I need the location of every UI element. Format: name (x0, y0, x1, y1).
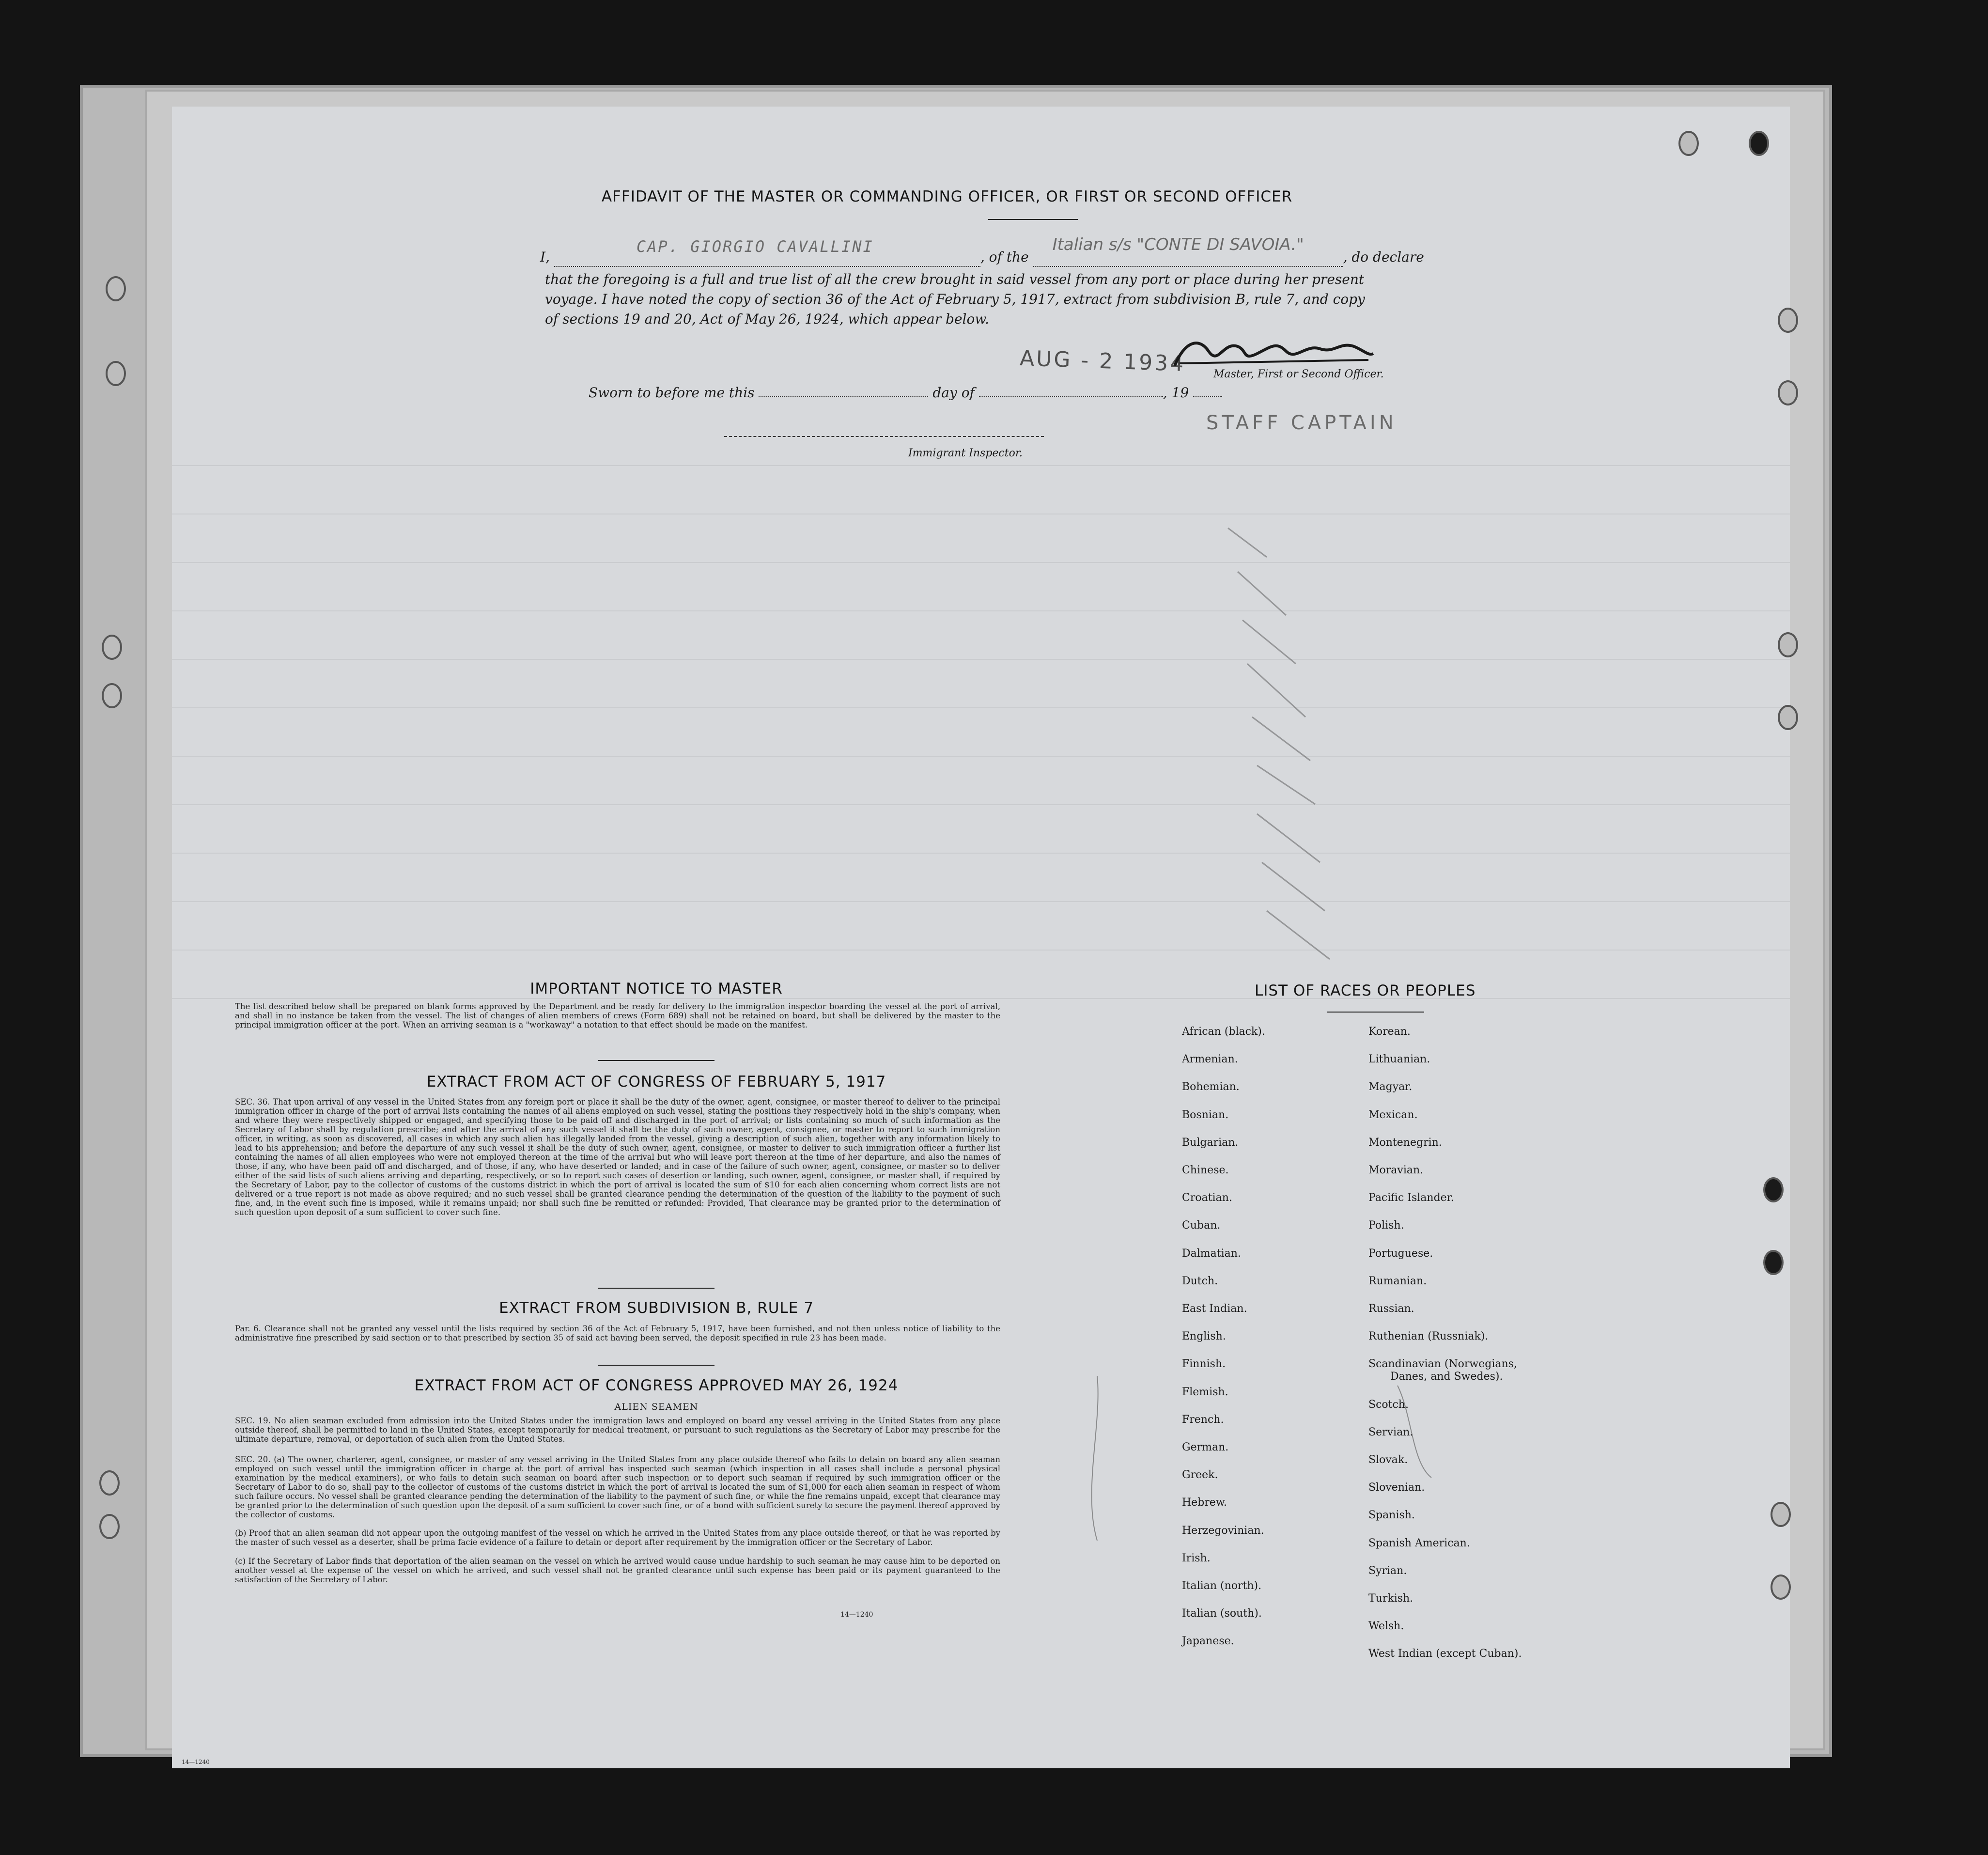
punch-hole (99, 1470, 120, 1496)
sworn-line: Sworn to before me this day of , 19 (589, 383, 1222, 403)
notice-title: IMPORTANT NOTICE TO MASTER (530, 980, 783, 998)
extract-1924-title: EXTRACT FROM ACT OF CONGRESS APPROVED MAY 26, 1924 (414, 1377, 899, 1394)
sec19-text: SEC. 19. No alien seaman excluded from admission into the United States under the immigration laws and employed on board any vessel arriving in the United States from any place outside thereof, shall be permitted to land in the United States, except temporarily for medical treatment, or pursuant to such regulations as the Secretary of Labor may prescribe for the ultimate departure, removal, or deportation of such alien from the United States. (235, 1416, 1000, 1444)
punch-hole (102, 635, 122, 660)
date-stamp: AUG - 2 1934 (1019, 346, 1186, 376)
race-item: Hebrew. (1182, 1496, 1227, 1509)
sec20b-text: (b) Proof that an alien seaman did not appear upon the outgoing manifest of the vessel on which he arrived in the United States from any place outside thereof, or that he was reported by the master of such vessel as a deserter, shall be prima facie evidence of a failure to detain or deport after requirement by the immigration officer or the Secretary of Labor. (235, 1528, 1000, 1547)
race-item: English. (1182, 1330, 1226, 1343)
affidavit-line3: voyage. I have noted the copy of section 36 of the Act of February 5, 1917, extract from subdivision B, rule 7, and copy (545, 291, 1365, 307)
race-item: Korean. (1368, 1026, 1411, 1038)
rule7-text: Par. 6. Clearance shall not be granted any vessel until the lists required by section 36 of the Act of February 5, 1917, have been furnished, and not then unless notice of liability to the administrative fine prescribed by said section or to that prescribed by section 35 of said act having been served, the deposit specified in rule 23 has been made. (235, 1324, 1000, 1342)
pencil-marks (172, 107, 1790, 1768)
race-item: African (black). (1182, 1026, 1265, 1038)
race-item: Cuban. (1182, 1219, 1221, 1232)
race-item: Pacific Islander. (1368, 1192, 1454, 1204)
race-item: Dalmatian. (1182, 1247, 1241, 1260)
race-item: Syrian. (1368, 1564, 1407, 1577)
punch-hole (106, 361, 126, 386)
inspector-caption: Immigrant Inspector. (908, 447, 1023, 459)
extract-1917-title: EXTRACT FROM ACT OF CONGRESS OF FEBRUARY 5, 1917 (426, 1073, 886, 1091)
race-item: Bulgarian. (1182, 1136, 1239, 1149)
extract-1924-subtitle: ALIEN SEAMEN (614, 1402, 699, 1412)
affidavit-heading: AFFIDAVIT OF THE MASTER OR COMMANDING OFFICER, OR FIRST OR SECOND OFFICER (601, 188, 1293, 205)
sec20c-text: (c) If the Secretary of Labor finds that deportation of the alien seaman on the vessel on which he arrived would cause undue hardship to such seaman he may cause him to be deported on another vessel at the expense of the vessel on which he arrived, and such vessel shall not be granted clearance until such expense has been paid or its payment guaranteed to the satisfaction of the Secretary of Labor. (235, 1557, 1000, 1584)
sec20a-text: SEC. 20. (a) The owner, charterer, agent, consignee, or master of any vessel arriving in the United States from any place outside thereof who fails to detain on board any alien seaman employed on such vessel until the immigration officer in charge at the port of arrival has inspected such seaman (which inspection in all cases shall include a personal physical examination by the medical examiners), or who fails to detain such seaman on board after such inspection or to deport such seaman if required by such immigration officer or the Secretary of Labor to do so, shall pay to the collector of customs of the customs district in which the port of arrival is located the sum of $1,000 for each alien seaman in respect of whom such failure occurs. No vessel shall be granted clearance pending the determination of the liability to the payment of such fine, or while the fine remains unpaid, except that clearance may be granted prior to the determination of such question upon the deposit of a sum sufficient to cover such fine, or of a bond with sufficient surety to secure the payment thereof approved by the collector of customs. (235, 1455, 1000, 1519)
race-item: Dutch. (1182, 1275, 1218, 1287)
races-title: LIST OF RACES OR PEOPLES (1255, 982, 1476, 999)
race-item: Mexican. (1368, 1108, 1418, 1121)
rule7-title: EXTRACT FROM SUBDIVISION B, RULE 7 (499, 1299, 814, 1317)
race-item: Welsh. (1368, 1620, 1404, 1633)
race-item: Greek. (1182, 1469, 1218, 1481)
race-item: Spanish American. (1368, 1537, 1470, 1549)
race-item: Finnish. (1182, 1358, 1226, 1371)
race-item: Rumanian. (1368, 1275, 1427, 1287)
punch-hole (99, 1514, 120, 1539)
race-item: Flemish. (1182, 1386, 1228, 1398)
affidavit-line1: I, CAP. GIORGIO CAVALLINI , of the Italian s/s "CONTE DI SAVOIA." , do declare (540, 247, 1635, 267)
form-number: 14—1240 (840, 1611, 873, 1619)
notice-text: The list described below shall be prepared on blank forms approved by the Department and be ready for delivery to the immigration inspector boarding the vessel at the port of arrival, and shall in no instance be taken from the vessel. The list of changes of alien members of crews (Form 689) shall not be retained on board, but shall be delivered by the master to the principal immigration officer at the port. When an arriving seaman is a "workaway" a notation to that effect should be made on the manifest. (235, 1002, 1000, 1029)
race-item: Croatian. (1182, 1192, 1232, 1204)
vessel-stamp: Italian s/s "CONTE DI SAVOIA." (1052, 235, 1304, 254)
race-item: Spanish. (1368, 1509, 1415, 1522)
signature-caption: Master, First or Second Officer. (1213, 368, 1384, 380)
race-item: Magyar. (1368, 1081, 1413, 1093)
race-item: Bosnian. (1182, 1108, 1229, 1121)
footer-form-number: 14—1240 (182, 1759, 210, 1765)
race-item: German. (1182, 1441, 1229, 1453)
race-item: French. (1182, 1413, 1224, 1426)
race-item: Herzegovinian. (1182, 1524, 1264, 1537)
race-item: Bohemian. (1182, 1081, 1240, 1093)
race-item: Slovak. (1368, 1454, 1408, 1466)
race-item: Chinese. (1182, 1164, 1229, 1176)
race-item: Armenian. (1182, 1053, 1238, 1066)
staff-captain-stamp: STAFF CAPTAIN (1206, 412, 1397, 434)
affidavit-line4: of sections 19 and 20, Act of May 26, 1924, which appear below. (545, 311, 989, 327)
race-item: Slovenian. (1368, 1481, 1425, 1494)
race-item: Scandinavian (Norwegians, (1368, 1358, 1517, 1371)
race-item: Moravian. (1368, 1164, 1424, 1176)
race-item: Ruthenian (Russniak). (1368, 1330, 1489, 1343)
race-item: Irish. (1182, 1552, 1211, 1564)
race-item: Danes, and Swedes). (1390, 1371, 1503, 1383)
race-item: Turkish. (1368, 1592, 1413, 1605)
race-item: Russian. (1368, 1303, 1414, 1315)
race-item: West Indian (except Cuban). (1368, 1648, 1522, 1660)
manifest-sheet (172, 107, 1790, 1768)
punch-hole (106, 276, 126, 301)
officer-name: CAP. GIORGIO CAVALLINI (636, 237, 874, 256)
race-item: Italian (north). (1182, 1580, 1262, 1592)
race-item: East Indian. (1182, 1303, 1247, 1315)
race-item: Italian (south). (1182, 1607, 1262, 1620)
punch-hole (102, 683, 122, 708)
race-item: Japanese. (1182, 1635, 1234, 1648)
race-item: Polish. (1368, 1219, 1404, 1232)
affidavit-line2: that the foregoing is a full and true list of all the crew brought in said vessel from any port or place during her present (545, 271, 1365, 287)
race-item: Scotch. (1368, 1398, 1409, 1411)
race-item: Servian. (1368, 1426, 1413, 1438)
race-item: Montenegrin. (1368, 1136, 1442, 1149)
race-item: Portuguese. (1368, 1247, 1433, 1260)
race-item: Lithuanian. (1368, 1053, 1430, 1066)
extract-1917-text: SEC. 36. That upon arrival of any vessel in the United States from any foreign port or place it shall be the duty of the owner, agent, consignee, or master thereof to deliver to the principal immigration officer in charge of the port of arrival lists containing the names of all aliens employed on such vessel, stating the positions they respectively hold in the ship's company, when and where they were respectively shipped or engaged, and specifying those to be paid off and discharged in the port of arrival; or lists containing so much of such information as the Secretary of Labor shall by regulation prescribe; and after the arrival of any such vessel it shall be the duty of such owner, agent, consignee, or master to report to such immigration officer, in writing, as soon as discovered, all cases in which any such alien has illegally landed from the vessel, giving a description of such alien, together with any information likely to lead to his apprehension; and before the departure of any such vessel it shall be the duty of such owner, agent, consignee, or master to deliver to such immigration officer a further list containing the names of all alien employees who were not employed thereon at the time of the arrival but who will leave port thereon at the time of her departure, and also the names of those, if any, who have been paid off and discharged, and of those, if any, who have deserted or landed; and in case of the failure of such owner, agent, consignee, or master so to deliver either of the said lists of such aliens arriving and departing, respectively, or so to report such cases of desertion or landing, such owner, agent, consignee, or master shall, if required by the Secretary of Labor, pay to the collector of customs of the customs district in which the port of arrival is located the sum of $10 for each alien concerning whom correct lists are not delivered or a true report is not made as above required; and no such vessel shall be granted clearance pending the determination of the question of the liability to the payment of such fine, and, in the event such fine is imposed, while it remains unpaid; nor shall such fine be remitted or refunded: Provided, That clearance may be granted prior to the determination of such question upon deposit of a sum sufficient to cover such fine. (235, 1097, 1000, 1217)
